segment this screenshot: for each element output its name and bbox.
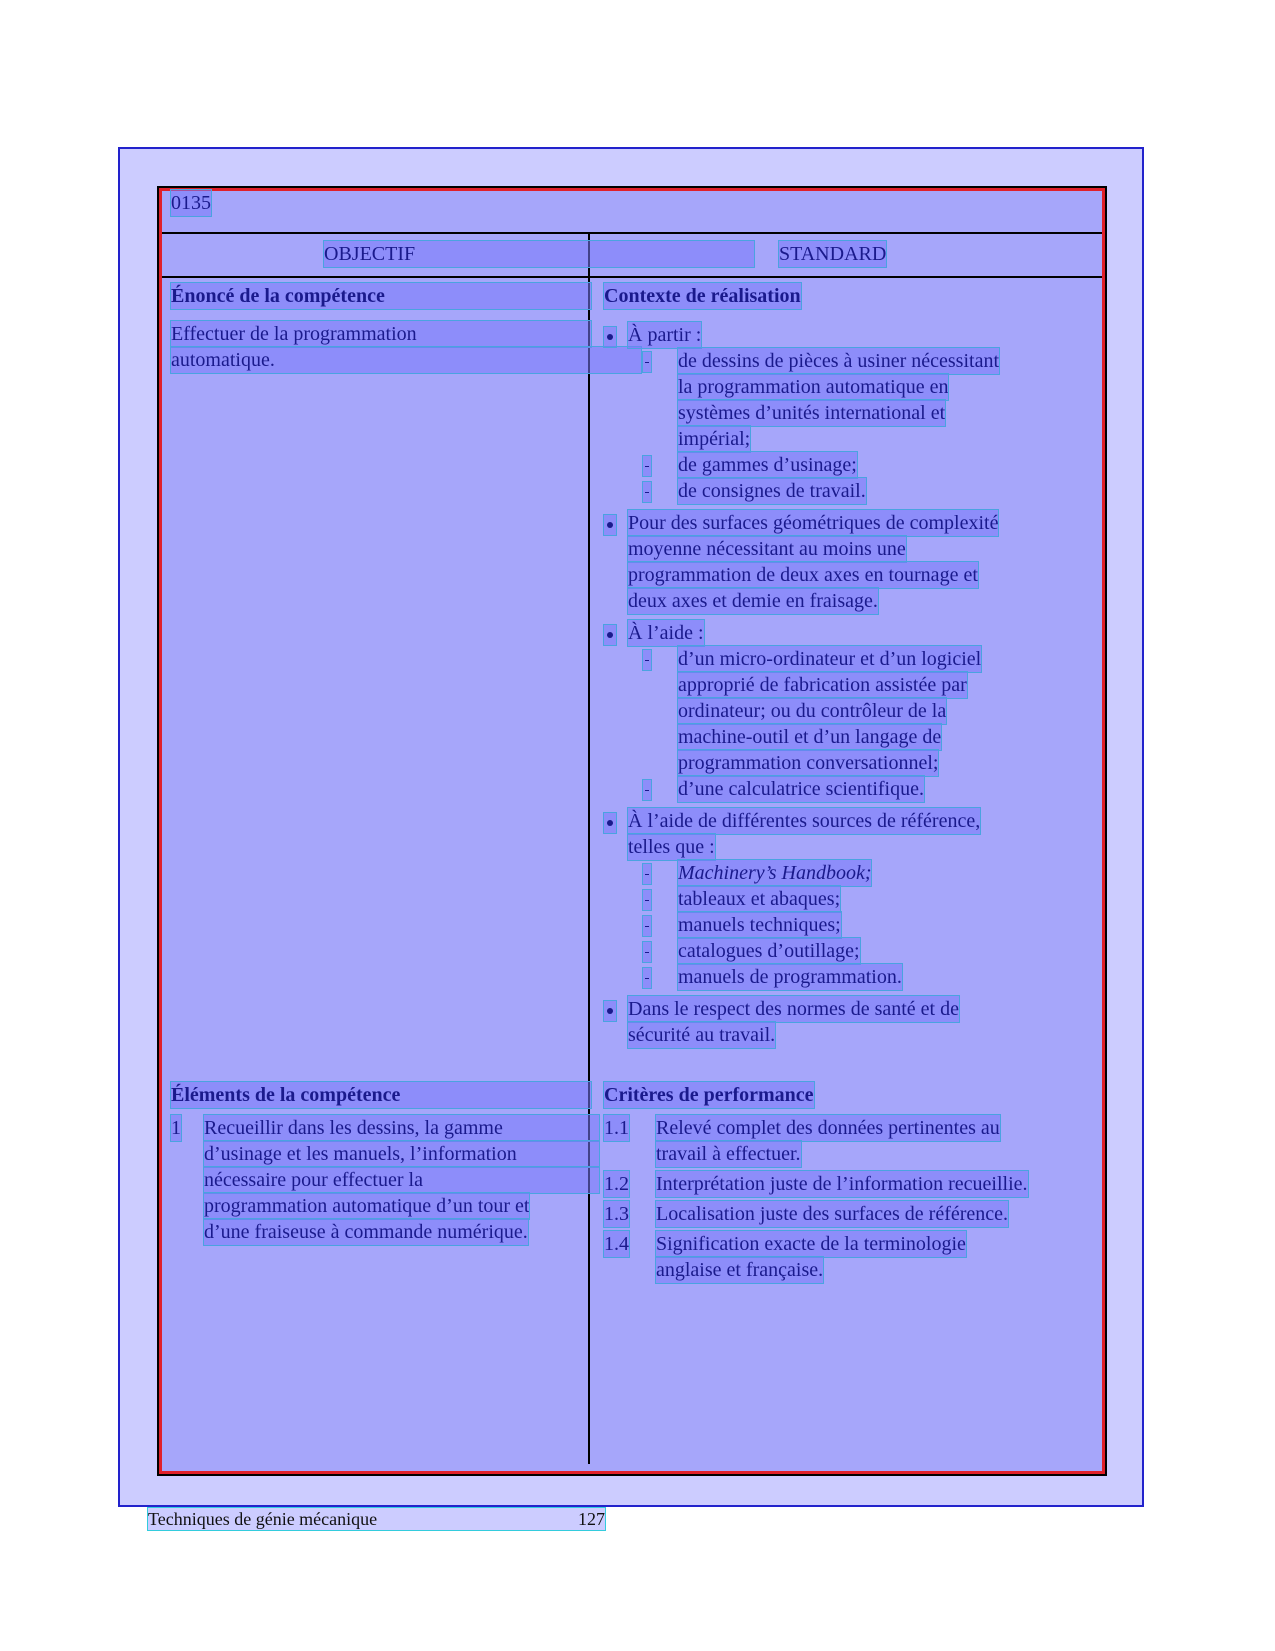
bullet-icon xyxy=(604,625,616,645)
dash-icon xyxy=(643,890,651,910)
bullet-icon xyxy=(604,515,616,535)
context-item: programmation de deux axes en tournage et xyxy=(628,564,978,586)
critere-line: Signification exacte de la terminologie xyxy=(656,1233,966,1255)
dash-icon xyxy=(643,650,651,670)
dash-icon xyxy=(643,780,651,800)
critere-number: 1.2 xyxy=(604,1173,629,1195)
context-item: À l’aide : xyxy=(628,622,704,644)
dash-icon xyxy=(643,968,651,988)
critere-number: 1.4 xyxy=(604,1233,629,1255)
context-subitem: de gammes d’usinage; xyxy=(678,454,857,476)
context-subitem: impérial; xyxy=(678,428,751,450)
element-line: nécessaire pour effectuer la xyxy=(204,1167,599,1193)
context-subitem: programmation conversationnel; xyxy=(678,752,939,774)
contexte-title: Contexte de réalisation xyxy=(604,285,801,307)
dash-icon xyxy=(643,456,651,476)
context-item: Pour des surfaces géométriques de complexité xyxy=(628,512,999,534)
critere-line: Localisation juste des surfaces de référence. xyxy=(656,1203,1009,1225)
context-subitem: de consignes de travail. xyxy=(678,480,866,502)
element-line: programmation automatique d’un tour et xyxy=(204,1195,530,1217)
context-item: moyenne nécessitant au moins une xyxy=(628,538,906,560)
enonce-line: Effectuer de la programmation xyxy=(171,321,591,347)
element-line: d’usinage et les manuels, l’information xyxy=(204,1141,599,1167)
criteres-title: Critères de performance xyxy=(604,1084,814,1106)
context-item: sécurité au travail. xyxy=(628,1024,776,1046)
critere-line: Interprétation juste de l’information recueillie. xyxy=(656,1173,1028,1195)
footer-title: Techniques de génie mécanique xyxy=(148,1508,605,1530)
dash-icon xyxy=(643,482,651,502)
bullet-icon xyxy=(604,1001,616,1021)
context-subitem: la programmation automatique en xyxy=(678,376,949,398)
critere-number: 1.3 xyxy=(604,1203,629,1225)
table-divider-top xyxy=(159,232,1105,234)
critere-line: travail à effectuer. xyxy=(656,1143,801,1165)
context-item: À partir : xyxy=(628,324,702,346)
table-divider-header xyxy=(159,276,1105,278)
context-subitem: tableaux et abaques; xyxy=(678,888,841,910)
context-subitem: manuels de programmation. xyxy=(678,966,902,988)
dash-icon xyxy=(643,864,651,884)
dash-icon xyxy=(643,942,651,962)
enonce-title: Énoncé de la compétence xyxy=(171,283,591,309)
column-divider xyxy=(588,234,590,1464)
context-subitem: catalogues d’outillage; xyxy=(678,940,860,962)
element-line: Recueillir dans les dessins, la gamme xyxy=(204,1115,599,1141)
header-standard: STANDARD xyxy=(779,243,887,265)
element-number: 1 xyxy=(171,1117,181,1139)
context-item: À l’aide de différentes sources de référence, xyxy=(628,810,981,832)
competency-code: 0135 xyxy=(171,192,211,214)
context-item: Dans le respect des normes de santé et de xyxy=(628,998,959,1020)
dash-icon xyxy=(643,352,651,372)
context-item: deux axes et demie en fraisage. xyxy=(628,590,878,612)
context-subitem: approprié de fabrication assistée par xyxy=(678,674,967,696)
context-item: telles que : xyxy=(628,836,715,858)
enonce-line: automatique. xyxy=(171,347,641,373)
element-line: d’une fraiseuse à commande numérique. xyxy=(204,1221,528,1243)
context-subitem: d’un micro-ordinateur et d’un logiciel xyxy=(678,648,982,670)
context-subitem: machine-outil et d’un langage de xyxy=(678,726,942,748)
critere-line: anglaise et française. xyxy=(656,1259,824,1281)
context-subitem: systèmes d’unités international et xyxy=(678,402,946,424)
header-objectif: OBJECTIF xyxy=(324,241,754,267)
bullet-icon xyxy=(604,327,616,347)
context-subitem: d’une calculatrice scientifique. xyxy=(678,778,924,800)
elements-title: Éléments de la compétence xyxy=(171,1082,591,1108)
critere-line: Relevé complet des données pertinentes au xyxy=(656,1117,1000,1139)
context-subitem: Machinery’s Handbook; xyxy=(678,862,872,884)
page-number: 127 xyxy=(578,1509,605,1529)
context-subitem: ordinateur; ou du contrôleur de la xyxy=(678,700,947,722)
context-subitem: de dessins de pièces à usiner nécessitant xyxy=(678,350,1000,372)
bullet-icon xyxy=(604,813,616,833)
dash-icon xyxy=(643,916,651,936)
context-subitem: manuels techniques; xyxy=(678,914,841,936)
critere-number: 1.1 xyxy=(604,1117,629,1139)
